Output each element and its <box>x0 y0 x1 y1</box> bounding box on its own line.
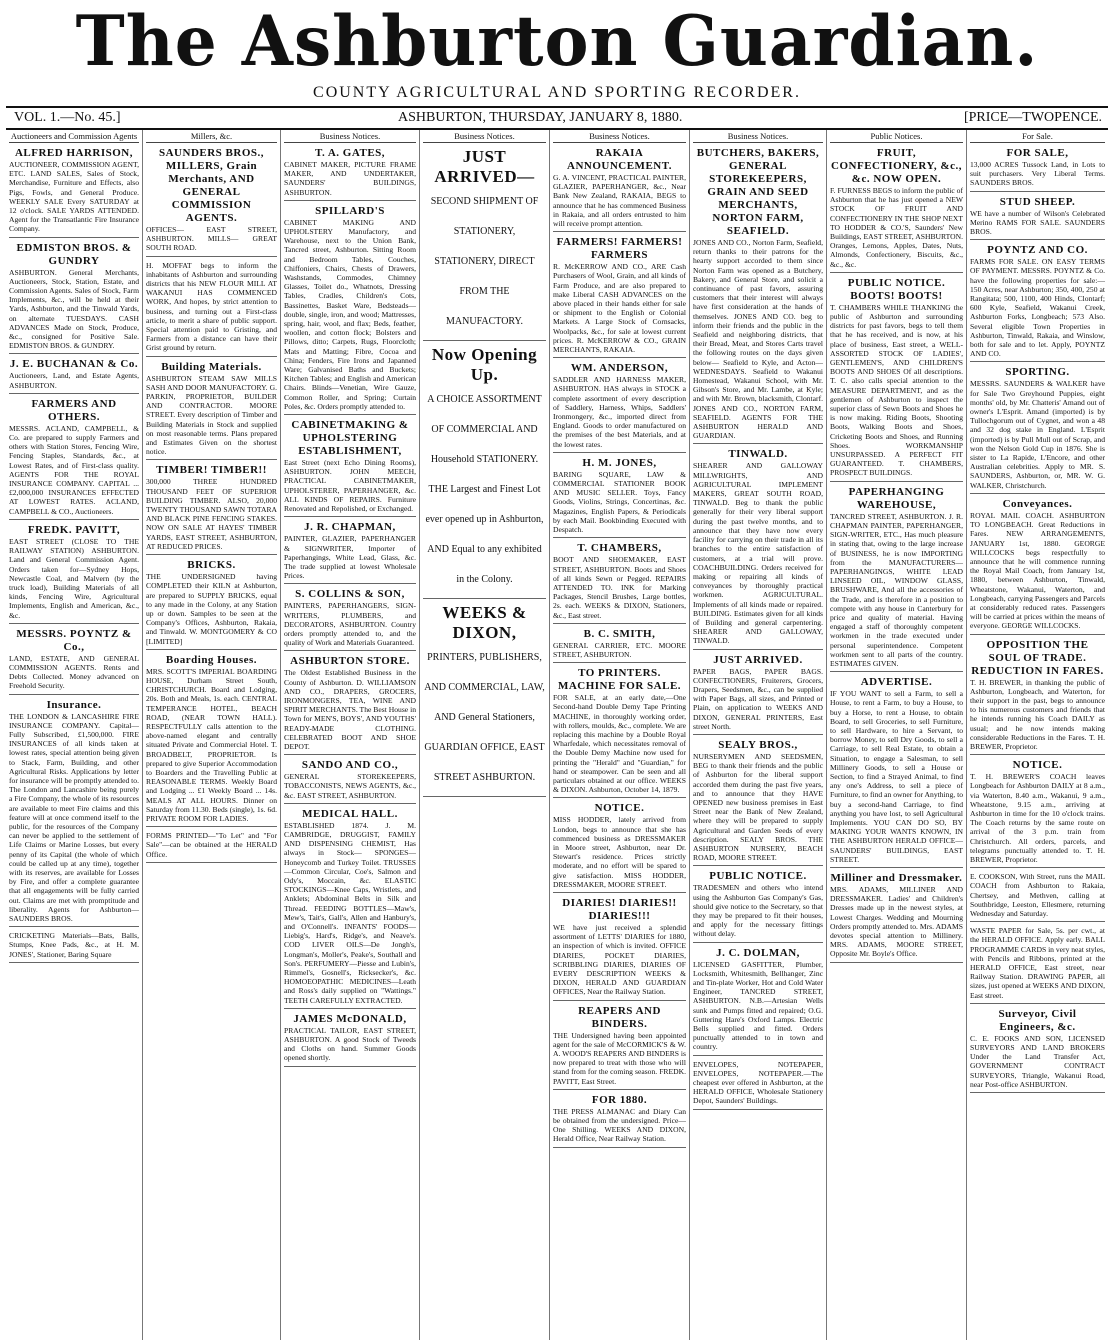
column-7 <box>827 130 967 1340</box>
advertisement-heading: PAPERHANGING WAREHOUSE, <box>848 485 945 511</box>
advertisement-heading: FRUIT, CONFECTIONERY, &c., &c. NOW OPEN. <box>831 147 962 185</box>
advertisement <box>146 259 277 357</box>
advertisement <box>553 360 686 453</box>
advertisement-body: LAND, ESTATE, AND GENERAL COMMISSION AGENTS. Rents and Debts Collected. Money advanced on Freehold Security. <box>9 653 139 691</box>
advertisement-body: East Street (next Echo Dining Rooms), ASHBURTON. JOHN MEECH, PRACTICAL CABINETMAKER, UPHOLSTERER, PAPERHANGER, &c. ALL KINDS OF REPAIRS. Furniture Renovated and Repolished, or Exchanged. <box>284 458 416 514</box>
advertisement-body: MISS HODDER, lately arrived from London, begs to announce that she has commenced business as DRESSMAKER in Moore street, Ashburton, near Dr. Stewart's residence. Prices strictly moderate, and no effort will be spared to give satisfaction. MISS HODDER, DRESSMAKER, MOORE STREET. <box>553 815 686 889</box>
advertisement <box>693 652 823 735</box>
advertisement <box>9 145 139 238</box>
advertisement-body: WE have a number of Wilson's Celebrated Merino RAMS FOR SALE. SAUNDERS BROS. <box>970 208 1105 237</box>
advertisement-body: CABINET MAKING AND UPHOLSTERY Manufactory, and Warehouse, next to the Union Bank, Tancred street, Ashburton. Sitting Room and Bedroom Tables, Couches, Chiffoniers, Chairs, Chests of Drawers, Washstands, Commodes, Chimney Glasses, Toilet do., Whatnots, Dressing Tables, Cradles, Children's Cots, Bassinettes, Basket Ware, Bedsteads—double, single, iron, and wood; Mattresses, spring, hair, wool, and flax; Beds, feather, woollen, and cotton flock; Bolsters and Pillows, ditto; Carpets, Rugs, Floorcloth; Mats and Matting; Fibre, Cocoa and China; Fenders, Fire Irons and Japanned Ware; Galvanised Baths and Buckets; Kitchen Tables; and English and American Chairs. Blinds—Venetian, Wire Gauze, Common Roller, and Spring; Curtain Poles, &c. Orders promptly attended to. <box>284 217 416 411</box>
column-heading: For Sale. <box>970 130 1105 143</box>
advertisement-heading: Now Opening Up. <box>431 345 538 384</box>
advertisement <box>9 929 139 963</box>
advertisement <box>146 557 277 650</box>
advertisement-body: THE Undersigned having been appointed agent for the sale of McCORMICK'S & W. A. WOOD'S REAPERS AND BINDERS is now prepared to treat with those who will stand from for the coming season. FREDK. PAVITT, East Street. <box>553 1030 686 1086</box>
column-heading: Business Notices. <box>693 130 823 143</box>
advertisement <box>970 496 1105 635</box>
column-6 <box>690 130 827 1340</box>
advertisement-heading: JAMES McDONALD, <box>293 1012 407 1025</box>
advertisement-heading: SPILLARD'S <box>315 204 385 217</box>
advertisement-body: BARING SQUARE, LAW & COMMERCIAL STATIONER BOOK AND MUSIC SELLER. Toys, Fancy Goods, Violins, Strings, Concertinas, &c. Magazines, English Papers, & Periodicals by each Mail. Bookbinding Executed with Despatch. <box>553 469 686 535</box>
advertisement <box>284 806 416 1009</box>
advertisement-body: A CHOICE ASSORTMENT OF COMMERCIAL AND Household STATIONERY. THE Largest and Finest Lot ever opened up in Ashburton, AND Equal to any exhibited in the Colony. <box>425 394 544 585</box>
advertisement-body: WASTE PAPER for Sale, 5s. per cwt., at the HERALD OFFICE. Apply early. BALL PROGRAMME CARDS in very neat styles, with Pencils and Ribbons, printed at the HERALD OFFICE, East street, near Railway Station. DRAWING PAPER, all sizes, just opened at WEEKS AND DIXON, East street. <box>970 926 1106 1000</box>
advertisement-body: TRADESMEN and others who intend using the Ashburton Gas Company's Gas, should give notice to the Secretary, so that they may be prepared to fit their houses, and apply for the necessary fittings without delay. <box>693 883 823 939</box>
advertisement <box>970 870 1105 922</box>
advertisement <box>553 145 686 232</box>
advertisement-body: ASHBURTON. General Merchants, Auctioneers, Stock, Station, Estate, and Commission Agents. Sales of Stock, Farm Implements, &c., will be held at their Yards, Ashburton, and the Tinwald Yards, on alternate TUESDAYS. CASH ADVANCES Made on Stock, Produce, &c., consigned for Positive Sale. EDMISTON BROS. & GUNDRY. <box>9 267 139 351</box>
advertisement-heading: NOTICE. <box>1012 759 1063 772</box>
advertisement-heading: H. M. JONES, <box>582 456 657 469</box>
advertisement <box>553 895 686 1001</box>
advertisement-heading: NOTICE. <box>594 802 645 815</box>
advertisement <box>970 194 1105 241</box>
advertisement-body: Auctioneers, Land, and Estate Agents, ASHBURTON. <box>9 371 139 390</box>
advertisement <box>9 240 139 355</box>
advertisement-body: SADDLER AND HARNESS MAKER, ASHBURTON. HAS always in STOCK a complete assortment of every description of Saddlery, Harness, Whips, Saddlers' Ironmongery, &c., imported direct from England. Goods to order manufactured on the premises of the best Materials, and at the lowest rates. <box>553 375 686 449</box>
column-2 <box>143 130 281 1340</box>
advertisement-heading: EDMISTON BROS. & GUNDRY <box>16 241 132 267</box>
advertisement <box>693 868 823 942</box>
advertisement-heading: TO PRINTERS. MACHINE FOR SALE. <box>557 667 682 693</box>
advertisement-heading: CABINETMAKING & UPHOLSTERING ESTABLISHMENT, <box>291 419 409 458</box>
advertisement-heading: FARMERS AND OTHERS. <box>31 397 117 423</box>
advertisement-body: PRINTERS, PUBLISHERS, AND COMMERCIAL, LAW, AND General Stationers, GUARDIAN OFFICE, EAST STREET ASHBURTON. <box>424 652 545 783</box>
advertisement <box>970 242 1105 362</box>
advertisement <box>284 1011 416 1067</box>
advertisement <box>693 446 823 649</box>
advertisement <box>9 356 139 393</box>
advertisement-body: F. FURNESS BEGS to inform the public of Ashburton that he has just opened a NEW STOCK OF FRUIT AND CONFECTIONERY IN THE SHOP NEXT TO HODDER & CO.'S, Saunders' New Buildings, EAST STREET, ASHBURTON. Oranges, Lemons, Apples, Dates, Nuts, Almonds, Confectionery, Biscuits, &c., &c., &c. <box>830 186 963 269</box>
advertisement-body: SECOND SHIPMENT OF STATIONERY, STATIONERY, DIRECT FROM THE MANUFACTORY. <box>430 196 539 327</box>
advertisement <box>693 737 823 866</box>
advertisement-body: H. MOFFAT begs to inform the inhabitants of Ashburton and surrounding districts that his NEW FLOUR MILL AT WAKANUI HAS COMMENCED WORK, And hopes, by strict attention to business, and turning out a First-class article, to merit a share of public support. Special attention paid to Gristing, and Farmers from a distance can have their Grist ground by return. <box>146 260 277 353</box>
advertisement-body: JONES AND CO., Norton Farm, Seafield, return thanks to their patrons for the hearty support accorded to them since Norton Farm was opened as a Butchery, Bakery, and General Store, and solicit a continuance of past favors, assuring customers that their interest will always have first consideration at the hands of themselves. JONES AND CO. beg to inform their friends and the public in the Seafield and neighboring districts, that their Bread, Meat, and Stores Carts travel the following routes on the days given below— Seafield to Kyle, and Acton—WEDNESDAYS. Seafield to Wakanui Homestead, Wakanui School, with Mr. Gibson's Store, and Mr. Lambe, at Kyle; and with Mr. Brown, blacksmith, Clontarf. JONES AND CO., NORTON FARM, SEAFIELD. AGENTS FOR THE ASHBURTON HERALD AND GUARDIAN. <box>693 238 823 441</box>
advertisement-heading: FARMERS! FARMERS! FARMERS <box>556 236 683 262</box>
advertisement-heading: J. E. BUCHANAN & Co. <box>9 358 139 371</box>
advertisement <box>146 359 277 461</box>
advertisement-body: T. H. BREWER'S COACH leaves Longbeach for Ashburton DAILY at 8 a.m., via Waterton, 8.40 a.m., Wakanui, 9 a.m., Wheatstone, 9.15 a.m., arriving at Ashburton in time for the 10 o'clock trains. The Coach returns by the same route on arrival of the 3 p.m. train from Christchurch. All orders, parcels, and telegrams punctually attended to. T. H. BREWER, Proprietor. <box>970 772 1105 864</box>
newspaper-columns <box>6 130 1108 1340</box>
advertisement <box>553 234 686 358</box>
advertisement-heading: Insurance. <box>46 698 102 711</box>
advertisement-body: OFFICES— EAST STREET, ASHBURTON. MILLS— GREAT SOUTH ROAD. <box>146 225 277 253</box>
price-label: [PRICE—TWOPENCE. <box>963 110 1102 125</box>
advertisement-heading: SPORTING. <box>1005 366 1070 379</box>
advertisement-body: TANCRED STREET, ASHBURTON. J. R. CHAPMAN PAINTER, PAPERHANGER, SIGN-WRITER, ETC., Has much pleasure in stating that, owing to the large increase of BUSINESS, he is now IMPORTING from the MANUFACTURERS— PAPERHANGINGS, WHITE LEAD LINSEED OIL, WINDOW GLASS, BRUSHWARE, And all the accessories of the Trade, and is therefore in a position to compete with any house in Canterbury for price and quality of material. Having engaged a staff of thoroughly competent workmen in the trade executed under personal superintendence. Competent workmen sent to all parts of the country. ESTIMATES GIVEN. <box>830 511 963 668</box>
advertisement-heading: ADVERTISE. <box>860 676 933 689</box>
advertisement-body: MRS. SCOTT'S IMPERIAL BOARDING HOUSE, Durham Street South, CHRISTCHURCH. Board and Lodging, 20s. Both and Meals, 1s. each. CENTRAL TEMPERANCE HOTEL, BEACH ROAD, (NEAR TOWN HALL). RESPECTFULLY calls attention to the above-named elegant and centrally situated Private and Commercial Hotel. T. BROADBELT, PROPRIETOR. Is prepared to give Superior Accommodation to Boarders and the Travelling Public at REASONABLE TERMS. Weekly Board and Lodging ... £1 Weekly Board ... 14s. MEALS AT ALL HOURS. Dinner on Saturday from 11.30. Beds (single), 1s. 6d. PRIVATE ROOM FOR LADIES. <box>146 666 277 823</box>
advertisement-body: WE have just received a splendid assortment of LETTS' DIARIES for 1880, an inspection of which is invited. OFFICE DIARIES, POCKET DIARIES, SCRIBBLING DIARIES, DIARIES OF EVERY DESCRIPTION WEEKS & DIXON, HERALD AND GUARDIAN OFFICES, Near the Railway Station. <box>553 922 686 997</box>
advertisement-heading: STUD SHEEP. <box>999 195 1076 208</box>
advertisement-heading: REAPERS AND BINDERS. <box>578 1004 661 1030</box>
advertisement-body: T. H. BREWER, in thanking the public of Ashburton, Longbeach, and Waterton, for their support in the past, begs to announce to his numerous customers and friends that he intends running his Coach DAILY as usual; and he now intends making considerable Reductions in the Fares. T. H. BREWER, Proprietor. <box>970 677 1105 751</box>
advertisement-heading: B. C. SMITH, <box>583 627 656 640</box>
volume-number: VOL. 1.—No. 45.] <box>14 110 121 125</box>
advertisement-heading: T. CHAMBERS, <box>577 542 662 555</box>
advertisement-body: GENERAL STOREKEEPERS, TOBACCONISTS, NEWS AGENTS, &c., &c. EAST STREET, ASHBURTON. <box>284 772 416 800</box>
advertisement-heading: J. C. DOLMAN, <box>716 946 800 959</box>
advertisement <box>693 945 823 1056</box>
advertisement <box>146 829 277 863</box>
advertisement-body: ROYAL MAIL COACH. ASHBURTON TO LONGBEACH. Great Reductions in Fares. NEW ARRANGEMENTS, JANUARY 1st, 1880. GEORGE WILLCOCKS begs respectfully to announce that he will commence running the Royal Mail Coach, from January 1st, 1880, between Ashburton, Tinwald, Wheatstone, Wakanui, Waterton, and Longbeach, carrying Passengers and Parcels at considerably reduced rates. Passengers will be carried at prices within the means of everyone. GEORGE WILLCOCKS. <box>970 510 1105 631</box>
advertisement <box>9 697 139 928</box>
advertisement <box>146 145 277 257</box>
advertisement-heading: Boarding Houses. <box>165 653 258 666</box>
advertisement-heading: Building Materials. <box>161 360 262 373</box>
place-and-date: ASHBURTON, THURSDAY, JANUARY 8, 1880. <box>398 110 683 125</box>
advertisement-heading: JUST ARRIVED— <box>434 147 535 186</box>
advertisement <box>284 586 416 651</box>
advertisement-body: FORMS PRINTED—"To Let" and "For Sale"—can be obtained at the HERALD Office. <box>146 831 277 859</box>
advertisement-body: BOOT AND SHOEMAKER, EAST STREET, ASHBURTON. Boots and Shoes of all kinds Sewn or Pegged. REPAIRS ATTENDED TO. INK for Marking Packages, Stencil Brushes, Large bottles, 2s. each. WEEKS & DIXON, Stationers, &c., East street. <box>553 555 686 620</box>
advertisement <box>9 522 139 624</box>
advertisement <box>146 462 277 555</box>
advertisement-body: GENERAL CARRIER, ETC. MOORE STREET, ASHBURTON. <box>553 640 686 659</box>
masthead <box>0 0 1114 104</box>
advertisement <box>693 145 823 444</box>
advertisement-heading: SANDO AND CO., <box>301 759 399 772</box>
column-heading: Auctioneers and Commission Agents <box>10 131 138 141</box>
advertisement-body: THE PRESS ALMANAC and Diary Can be obtained from the undersigned. Price—One Shilling. WEEKS AND DIXON, Herald Office, Near Railway Station. <box>553 1106 686 1144</box>
advertisement <box>970 637 1105 756</box>
advertisement-heading: ASHBURTON STORE. <box>290 655 410 668</box>
advertisement <box>830 870 963 963</box>
advertisement-heading: TIMBER! TIMBER!! <box>156 464 267 477</box>
advertisement-heading: OPPOSITION THE SOUL OF TRADE. REDUCTION IN FARES. <box>971 638 1104 677</box>
advertisement-heading: FREDK. PAVITT, <box>27 523 121 536</box>
advertisement-heading: DIARIES! DIARIES!! DIARIES!!! <box>562 896 677 922</box>
advertisement <box>553 540 686 623</box>
advertisement <box>830 275 963 482</box>
advertisement-body: PAPER BAGS, PAPER BAGS. CONFECTIONERS, Fruiterers, Grocers, Drapers, Seedsmen, &c., can be supplied with Paper Bags, all sizes, and Printed or Plain, on application to WEEKS AND DIXON, GENERAL PRINTERS, East street North. <box>693 666 823 731</box>
advertisement-heading: WM. ANDERSON, <box>570 362 669 375</box>
column-3 <box>281 130 420 1340</box>
advertisement-heading: J. R. CHAPMAN, <box>304 521 396 534</box>
advertisement-heading: SAUNDERS BROS., MILLERS, Grain Merchants, AND GENERAL COMMISSION AGENTS. <box>159 147 264 224</box>
advertisement-body: FOR SALE, at an early date,—One Second-hand Double Demy Tape Printing MACHINE, in thoroughly working order, with rollers, moulds, &c., complete. We are replacing this machine by a Double Royal Wharfedale, which necessitates removal of the Double Demy Machine now used for printing the "Herald" and "Guardian," for hand or steampower. Can be seen and all particulars obtained at our office. WEEKS & DIXON. Ashburton, October 14, 1879. <box>553 693 686 795</box>
advertisement <box>146 652 277 827</box>
advertisement-body: MESSRS. SAUNDERS & WALKER have for Sale Two Greyhound Puppies, eight months' old, by Mr. Chatteris' Amand out of owner's L'Esprit. Amand (imported) is by Tullochgorum out of Cygnet, and won a 48 and 32 dog stake in England. L'Esprit (imported) is by Pull Mull out of Scrap, and won the Nelson Gold Cup in 1876. She is sister to La Rapide, L'Encore, and other Australian celebrities. Apply to MR. S. SAUNDERS, Ashburton, or, MR. W. G. WALKER, Christchurch. <box>970 379 1105 490</box>
advertisement <box>830 145 963 273</box>
advertisement-body: CRICKETING Materials—Bats, Balls, Stumps, Knee Pads, &c., at H. M. JONES', Stationer, Baring Square <box>9 931 139 959</box>
advertisement-body: SHEARER AND GALLOWAY MILLWRIGHTS, AND AGRICULTURAL IMPLEMENT MAKERS, GREAT SOUTH ROAD, TINWALD. Beg to thank the public generally for their very liberal support during the past twelve months, and to announce that they have now every facility for carrying on their trade in all its branches to the entire satisfaction of customers, at a trial will prove. COACHBUILDING. Orders received for making or repairing all kinds of conveyances by thoroughly practical workmen. AGRICULTURAL. Implements of all kinds made or repaired. BUILDING. Estimates given for all kinds of Building and general carpentering. SHEARER AND GALLOWAY, TINWALD. <box>693 461 823 646</box>
advertisement-heading: T. A. GATES, <box>314 147 386 159</box>
column-5 <box>550 130 690 1340</box>
column-heading: Business Notices. <box>423 130 546 143</box>
advertisement-heading: JUST ARRIVED. <box>713 653 803 666</box>
advertisement <box>284 757 416 804</box>
advertisement-heading: Conveyances. <box>1002 497 1073 510</box>
advertisement-body: T. CHAMBERS WHILE THANKING the public of Ashburton and surrounding districts for past favors, begs to tell them that he has received, and is now, at his place of business, East street, a WELL-ASSORTED STOCK OF LADIES', GENTLEMEN'S, AND CHILDREN'S BOOTS AND SHOES Of all descriptions. T. C. also calls special attention to the MEASURE DEPARTMENT, and as the gentlemen of Ashburton to inspect the superior class of Sewn Boots and Shoes he is now making. Riding Boots, Shooting Boots, Walking Boots and Shoes, Cricketing Boots and Shoes, and Running Shoes. WORKMANSHIP UNSURPASSED. A PERFECT FIT GUARANTEED. T. CHAMBERS, PROSPECT BUILDINGS. <box>830 302 963 478</box>
advertisement-body: THE UNDERSIGNED having COMPLETED their KILN at Ashburton, are prepared to SUPPLY BRICKS, equal to any made in the Colony, at any Station up or down. Samples to be seen at the Company's Offices, Ashburton, Rakaia, and Tinwald. W. MONTGOMERY & CO [LIMITED] <box>146 572 277 646</box>
advertisement <box>423 145 546 341</box>
column-8 <box>967 130 1108 1340</box>
advertisement <box>284 653 416 755</box>
advertisement <box>423 601 546 797</box>
advertisement-heading: PUBLIC NOTICE. BOOTS! BOOTS! <box>847 276 946 302</box>
advertisement-body: ESTABLISHED 1874. J. M. CAMBRIDGE, DRUGGIST, FAMILY AND DISPENSING CHEMIST, Has always in Stock— SPONGES—Honeycomb and Turkey Toilet. TRUSSES—Common Circular, Coe's, Salmon and Ody's, Moccain, &c. ELASTIC STOCKINGS—Knee Caps, Wristlets, and Anklets; Abdominal Belts in Silk and Thread. FEEDING BOTTLES—Maw's, Mew's, Tait's, Gall's, Allen and Hanbury's, and O'Connell's. INFANTS' FOODS—Liebig's, Hard's, Ridge's, and Neave's. COD LIVER OILS—De Jongh's, Longman's, Moller's, Peake's, Southall and Son's. PERFUMERY—Piesse and Lubin's, Rimmel's, Gosnell's, Ricksecker's, &c. HOMOEOPATHIC MEDICINES—Leath and Ross's daily supplied on "Wattings." TEETH CAREFULLY EXTRACTED. <box>284 820 416 1005</box>
column-heading: Millers, &c. <box>146 130 277 143</box>
advertisement <box>284 519 416 584</box>
advertisement-heading: Surveyor, Civil Engineers, &c. <box>998 1007 1077 1033</box>
advertisement <box>423 343 546 599</box>
advertisement <box>553 1092 686 1148</box>
advertisement <box>284 145 416 201</box>
advertisement <box>970 757 1105 868</box>
advertisement <box>553 665 686 798</box>
newspaper-subtitle: COUNTY AGRICULTURAL AND SPORTING RECORDER. <box>313 84 801 101</box>
advertisement-heading: RAKAIA ANNOUNCEMENT. <box>567 147 672 172</box>
advertisement-heading: MESSRS. POYNTZ & Co., <box>16 627 132 653</box>
advertisement-heading: ALFRED HARRISON, <box>14 147 133 159</box>
advertisement <box>970 145 1105 192</box>
advertisement <box>553 626 686 663</box>
advertisement <box>284 417 416 517</box>
advertisement-body: The Oldest Established Business in the County of Ashburton. D. WILLIAMSON AND CO., DRAPERS, GROCERS, IRONMONGERS, TEA, WINE AND SPIRIT MERCHANTS. The Best House in Town for MEN'S, BOYS', AND YOUTHS' READY-MADE CLOTHING. CELEBRATED BOOT AND SHOE DEPOT. <box>284 668 416 751</box>
column-1 <box>6 130 143 1340</box>
advertisement-body: NURSERYMEN AND SEEDSMEN, BEG to thank their friends and the public of Ashburton for the liberal support accorded them during the past five years, and to announce that they HAVE OPENED new business premises in East Street near the Bank of New Zealand, where they will be prepared to supply Agricultural and Garden Seeds of every description. SEALY BROS. THE ASHBURTON NURSERY, BEACH ROAD, MOORE STREET. <box>693 751 823 863</box>
advertisement-body: MRS. ADAMS, MILLINER AND DRESSMAKER. Ladies' and Children's Dresses made up in the newest styles, at Lowest Charges. Wedding and Mourning Orders promptly attended to. Mrs. ADAMS devotes special attention to Millinery. MRS. ADAMS, MOORE STREET, Opposite Mr. Boyle's Office. <box>830 885 963 959</box>
advertisement-heading: BUTCHERS, BAKERS, GENERAL STOREKEEPERS, GRAIN AND SEED MERCHANTS, NORTON FARM, SEAFIELD. <box>696 147 820 237</box>
advertisement-body: PAINTERS, PAPERHANGERS, SIGN-WRITERS, PLUMBERS, and DECORATORS, ASHBURTON. Country orders promptly attended to, and the quality of Work and Materials Guaranteed. <box>284 601 416 648</box>
advertisement-heading: S. COLLINS & SON, <box>295 588 405 601</box>
advertisement-body: E. COOKSON, With Street, runs the MAIL COACH from Ashburton to Rakaia, Chertsey, and Methven, calling at Southbridge, Leeston, Ellesmere, returning Wednesday and Saturday. <box>970 872 1105 918</box>
advertisement-body: LICENSED GASFITTER, Plumber, Locksmith, Whitesmith, Bellhanger, Zinc and Tin-plate Worker, Hot and Cold Water Engineer, TANCRED STREET, ASHBURTON. N.B.—Artesian Wells sunk and Pumps fitted and repaired; O.G. Guttering Hare's Oxford Lamps. Electric Bells supplied and fitted. Orders punctually attended to in town and country. <box>693 959 823 1052</box>
advertisement-body: 13,000 ACRES Tussock Land, in Lots to suit purchasers. Very Liberal Terms. SAUNDERS BROS. <box>970 160 1105 188</box>
advertisement <box>284 203 416 415</box>
advertisement-heading: Milliner and Dressmaker. <box>830 872 963 884</box>
advertisement <box>9 396 139 520</box>
advertisement-heading: PUBLIC NOTICE. <box>709 870 807 883</box>
advertisement-body: MESSRS. ACLAND, CAMPBELL, & Co. are prepared to supply Farmers and others with Station Stores, Fencing Wire, Fencing Staples, Standards, &c., at Lowest Rates, and of First-class quality. AGENTS FOR THE ROYAL INSURANCE COMPANY. CAPITAL ... £2,000,000 INSURANCES EFFECTED AT LOWEST RATES. ACLAND, CAMPBELL & CO., Auctioneers. <box>9 423 139 516</box>
advertisement <box>830 674 963 868</box>
advertisement-body: EAST STREET (CLOSE TO THE RAILWAY STATION) ASHBURTON. Land and General Commission Agent. Orders taken for—Sydney Hops, Newcastle Coal, and Malvern (by the truck load), Building Materials of all kinds, Fencing Wire, Agricultural Implements, English and American, &c., &c. <box>9 536 139 620</box>
advertisement-heading: FOR 1880. <box>591 1093 648 1106</box>
advertisement <box>970 1006 1105 1093</box>
dateline-bar <box>6 106 1108 130</box>
advertisement-body: PAINTER, GLAZIER, PAPERHANGER & SIGNWRITER, Importer of Paperhangings, White Lead, Glass, &c. The trade supplied at lowest Wholesale Prices. <box>284 534 416 581</box>
advertisement-body: AUCTIONEER, COMMISSION AGENT, ETC. LAND SALES, Sales of Stock, Merchandise, Furniture and Effects, also Pigs, Fowls, and General Produce. WEEKLY SALE Every SATURDAY at 12 o'clock. SALE YARDS ATTENDED. Agent for the Transatlantic Fire Insurance Company. <box>9 160 139 234</box>
advertisement-body: G. A. VINCENT, PRACTICAL PAINTER, GLAZIER, PAPERHANGER, &c., Near Bank New Zealand, RAKAIA, BEGS to announce that he has commenced Business in Rakaia, and all orders entrusted to him will receive prompt attention. <box>553 173 686 229</box>
column-4 <box>420 130 550 1340</box>
advertisement-body: ENVELOPES, NOTEPAPER, ENVELOPES, NOTEPAPER.—The cheapest ever offered in Ashburton, at the HERALD OFFICE, Wholesale Stationery Depot, Saunders' Buildings. <box>693 1059 823 1106</box>
advertisement-body: 300,000 THREE HUNDRED THOUSAND FEET OF SUPERIOR BUILDING TIMBER. ALSO, 20,000 TWENTY THOUSAND SAWN TOTARA AND BLACK PINE FENCING STAKES. NOW ON SALE AT HAYES' TIMBER YARDS, EAST STREET, ASHBURTON, AT REDUCED PRICES. <box>146 477 277 551</box>
advertisement-heading: MEDICAL HALL. <box>302 807 398 820</box>
advertisement <box>553 455 686 538</box>
advertisement-heading: BRICKS. <box>187 559 236 572</box>
advertisement <box>553 800 686 893</box>
advertisement-heading: TINWALD. <box>728 448 788 461</box>
advertisement-body: CABINET MAKER, PICTURE FRAME MAKER, AND UNDERTAKER, SAUNDERS' BUILDINGS, ASHBURTON. <box>284 160 416 197</box>
column-heading: Public Notices. <box>830 130 963 143</box>
column-heading: Business Notices. <box>553 130 686 143</box>
advertisement-body: R. McKERROW AND CO., ARE Cash Purchasers of Wool, Grain, and all kinds of Farm Produce, and are also prepared to make Liberal CASH ADVANCES on the above placed in their hands either for sale or shipment to the English or Colonial Markets. A Large Stock of Cornsacks, Woolpacks, &c., for sale at lowest current prices. R. McKERROW & CO., GRAIN MERCHANTS, RAKAIA. <box>553 262 686 355</box>
advertisement-body: PRACTICAL TAILOR, EAST STREET, ASHBURTON. A good Stock of Tweeds and Cloths on hand. Summer Goods opened shortly. <box>284 1025 416 1063</box>
advertisement <box>830 484 963 672</box>
advertisement <box>693 1058 823 1110</box>
column-heading: Business Notices. <box>284 130 416 143</box>
advertisement <box>9 626 139 695</box>
advertisement-body: THE LONDON & LANCASHIRE FIRE INSURANCE COMPANY. Capital—Fully Subscribed, £1,500,000. FIRE INSURANCES of all kinds taken at lowest rates, special attention being given to Stack, Farm, Building, and other Agricultural Risks. Applications by letter for insurance will be promptly attended to. The London and Lancashire being purely a Fire Company, the whole of its resources are available to meet Fire claims and this feature will at once commend itself to the public, for the resources of the Company can never be applied to the settlement of Life Claims or Marine Losses, but every penny of its Capital (the whole of which could be called up at any time), together with its reserves, are available for Losses by Fire, and offer a complete guarantee that all engagements will be fully carried out. Claims are met with promptitude and liberality. Agents for Ashburton— SAUNDERS BROS. <box>9 711 139 923</box>
advertisement-heading: SEALY BROS., <box>718 738 798 751</box>
newspaper-title: The Ashburton Guardian. <box>75 0 1039 82</box>
advertisement-heading: FOR SALE, <box>1006 147 1069 159</box>
advertisement-body: FARMS FOR SALE. ON EASY TERMS OF PAYMENT. MESSRS. POYNTZ & Co. have the following properties for sale:— 150 Acres, near Ashburton; 350, 400, 250 at Rangitata; 500, 1100, 400 Hinds, Clontarf; 600 Kyle, Seafield, Wakanui Creek, Ashburton Forks, Longbeach; 573 Also. Several eligible Town Properties in Ashburton, Tinwald, Rakaia, and Winslow, both for sale and to let. Apply, POYNTZ AND CO. <box>970 257 1105 359</box>
advertisement <box>553 1003 686 1090</box>
advertisement-heading: POYNTZ AND CO. <box>987 244 1088 257</box>
advertisement-heading: WEEKS & DIXON, <box>442 603 527 642</box>
advertisement <box>970 364 1105 493</box>
advertisement-body: C. E. FOOKS AND SON, LICENSED SURVEYORS AND LAND BROKERS Under the Land Transfer Act, GOVERNMENT CONTRACT SURVEYORS, Triangle, Wakanui Road, near Post-office ASHBURTON. <box>970 1033 1105 1089</box>
advertisement-body: IF YOU WANT to sell a Farm, to sell a House, to rent a Farm, to buy a House, to buy a Horse, to rent a House, to obtain Board, to sell Groceries, to sell Furniture, to sell Hardware, to hire a Servant, to borrow Money, to sell Dry Goods, to sell a Carriage, to sell Real Estate, to obtain a Situation, to engage a Salesman, to sell Millinery Goods, to sell a House or Section, to find a Strayed Animal, to find any one's Address, to sell a piece of Furniture, to find an owner for Anything, to buy a second-hand Carriage, to find anything you have lost, to sell Agricultural Implements. YOU CAN DO SO, BY MAKING YOUR WANTS KNOWN, IN THE ASHBURTON HERALD OFFICE— SAUNDERS' BUILDINGS, EAST STREET. <box>830 689 963 864</box>
advertisement <box>970 924 1105 1004</box>
advertisement-body: ASHBURTON STEAM SAW MILLS SASH AND DOOR MANUFACTORY. G. PARKIN, PROPRIETOR, BUILDER AND CONTRACTOR. MOORE STREET. Every description of Timber and Building Materials in Stock and supplied on most reasonable terms. Plans prepared and Estimates Given on the shortest notice. <box>146 373 277 457</box>
